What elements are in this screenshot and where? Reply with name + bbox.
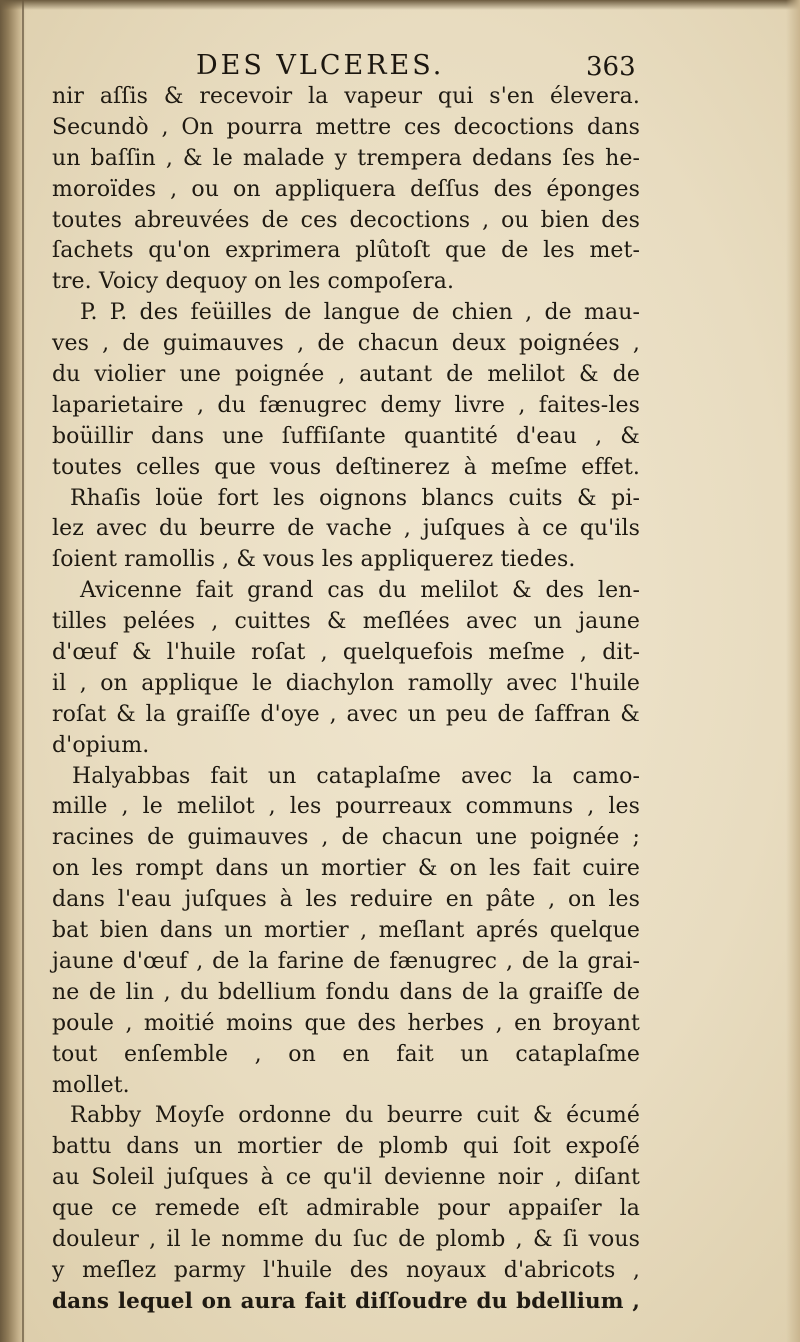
text-line: Halyabbas fait un cataplaſme avec la camo- <box>72 763 640 789</box>
text-line: Rabby Moyſe ordonne du beurre cuit & écumé <box>70 1103 640 1129</box>
text-line: lez avec du beurre de vache , juſques à ce qu'ils <box>52 516 640 542</box>
text-line: battu dans un mortier de plomb qui ſoit expoſé <box>52 1134 640 1160</box>
text-line: ſoient ramollis , & vous les appliquerez tiedes. <box>52 547 576 573</box>
text-line: tout enſemble , on en fait un cataplaſme <box>52 1041 640 1067</box>
text-line: racines de guimauves , de chacun une poignée ; <box>52 825 640 851</box>
text-line: y meſlez parmy l'huile des noyaux d'abricots , <box>52 1257 640 1283</box>
page-number: 363 <box>586 52 636 82</box>
text-line: toutes abreuvées de ces decoctions , ou bien des <box>52 207 640 233</box>
text-line: au Soleil juſques à ce qu'il devienne noir , diſant <box>52 1165 640 1191</box>
text-line: il , on applique le diachylon ramolly avec l'huile <box>52 670 640 696</box>
text-line: Avicenne fait grand cas du melilot & des len- <box>80 578 640 604</box>
text-line: moroïdes , ou on appliquera deſſus des éponges <box>52 176 640 202</box>
text-line: mille , le melilot , les pourreaux communs , les <box>52 794 640 820</box>
text-line: Rhaſis loüe fort les oignons blancs cuits & pi- <box>70 485 640 511</box>
page-right-edge <box>786 0 800 1342</box>
text-line: boüillir dans une ſuffiſante quantité d'eau , & <box>52 423 640 449</box>
text-line: jaune d'œuf , de la farine de fænugrec , de la grai- <box>52 948 640 974</box>
text-line: poule , moitié moins que des herbes , en broyant <box>52 1010 640 1036</box>
text-line: mollet. <box>52 1072 130 1098</box>
text-line: douleur , il le nomme du ſuc de plomb , & ſi vous <box>52 1226 640 1252</box>
body-text <box>52 82 640 1318</box>
text-line: nir aſſis & recevoir la vapeur qui s'en élevera. <box>52 84 640 109</box>
text-line: d'œuf & l'huile roſat , quelquefois meſme , dit- <box>52 640 640 666</box>
text-line: ne de lin , du bdellium fondu dans de la graiſſe de <box>52 979 640 1005</box>
text-line: bat bien dans un mortier , meſlant aprés quelque <box>52 918 640 944</box>
text-line: roſat & la graiſſe d'oye , avec un peu de ſaffran & <box>52 701 640 727</box>
text-line: Secundò , On pourra mettre ces decoctions dans <box>52 114 640 140</box>
text-line: d'opium. <box>52 732 150 758</box>
text-line: P. P. des feüilles de langue de chien , de mau- <box>80 300 640 326</box>
text-line: tilles pelées , cuittes & meſlées avec un jaune <box>52 609 640 635</box>
text-line: laparietaire , du fænugrec demy livre , faites-les <box>52 392 640 418</box>
text-line: un baſſin , & le malade y trempera dedans ſes he- <box>52 145 640 171</box>
page-top-edge <box>0 0 800 10</box>
running-head-title: DES VLCERES. <box>196 50 445 81</box>
text-line: du violier une poignée , autant de melilot & de <box>52 362 640 388</box>
gutter-line <box>22 0 24 1342</box>
text-line: ſachets qu'on exprimera plûtoſt que de les met- <box>52 238 640 264</box>
text-line: toutes celles que vous deſtinerez à meſme effet. <box>52 454 640 480</box>
text-line: que ce remede eſt admirable pour appaiſer la <box>52 1196 640 1222</box>
text-line: dans lequel on aura fait diſſoudre du bdellium , <box>52 1288 640 1314</box>
text-line: ves , de guimauves , de chacun deux poignées , <box>52 331 640 357</box>
text-line: dans l'eau juſques à les reduire en pâte , on les <box>52 887 640 913</box>
text-line: tre. Voicy dequoy on les compoſera. <box>52 269 455 295</box>
text-line: on les rompt dans un mortier & on les fait cuire <box>52 856 640 882</box>
